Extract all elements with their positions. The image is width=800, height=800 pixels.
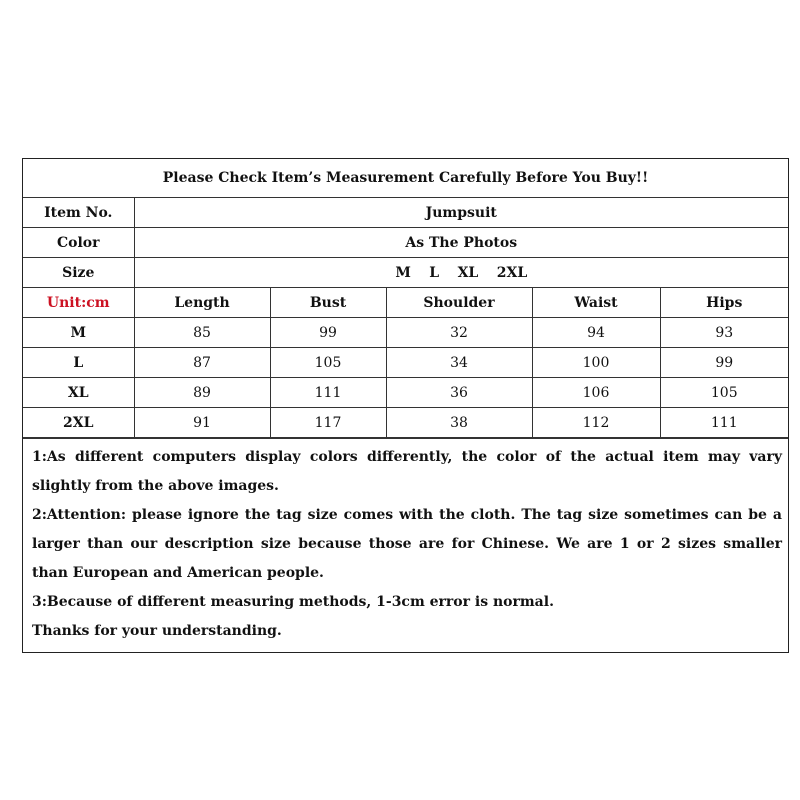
table-row (23, 348, 788, 378)
note-colors: 1:As different computers display colors differently, the color of the actual item may vary slightly from the above images. (32, 449, 782, 494)
table-cell: 117 (270, 408, 386, 438)
note-tag-size: 2:Attention: please ignore the tag size comes with the cloth. The tag size sometimes can be a larger than our description size because those are for Chinese. We are 1 or 2 sizes smaller than European and American people. (32, 507, 782, 581)
table-cell: 99 (660, 348, 788, 378)
table-cell: 87 (134, 348, 270, 378)
column-header: Hips (660, 288, 788, 318)
table-cell: 36 (386, 378, 532, 408)
unit-label: Unit:cm (23, 288, 134, 318)
table-cell: 85 (134, 318, 270, 348)
column-header: Waist (532, 288, 660, 318)
title-row (23, 159, 788, 198)
row-size: M (23, 318, 134, 348)
size-row (23, 258, 788, 288)
row-size: XL (23, 378, 134, 408)
table-cell: 111 (270, 378, 386, 408)
color-label: Color (23, 228, 134, 258)
column-header: Bust (270, 288, 386, 318)
table-row (23, 318, 788, 348)
size-option: M (395, 264, 411, 281)
table-cell: 32 (386, 318, 532, 348)
item-label: Item No. (23, 198, 134, 228)
table-cell: 105 (270, 348, 386, 378)
size-option: XL (457, 264, 479, 281)
size-label: Size (23, 258, 134, 288)
table-cell: 111 (660, 408, 788, 438)
table-cell: 106 (532, 378, 660, 408)
size-chart (22, 158, 789, 653)
header-row (23, 288, 788, 318)
table-cell: 99 (270, 318, 386, 348)
table-cell: 105 (660, 378, 788, 408)
chart-title: Please Check Item’s Measurement Carefully Before You Buy!! (23, 159, 788, 198)
table-cell: 91 (134, 408, 270, 438)
table-cell: 93 (660, 318, 788, 348)
table-row (23, 408, 788, 438)
table-cell: 100 (532, 348, 660, 378)
table-cell: 112 (532, 408, 660, 438)
item-value: Jumpsuit (134, 198, 788, 228)
color-row (23, 228, 788, 258)
table-cell: 38 (386, 408, 532, 438)
note-thanks: Thanks for your understanding. (32, 623, 282, 639)
table-cell: 94 (532, 318, 660, 348)
column-header: Shoulder (386, 288, 532, 318)
table-cell: 34 (386, 348, 532, 378)
measurement-table (23, 159, 788, 438)
notes-section (23, 438, 788, 652)
table-cell: 89 (134, 378, 270, 408)
note-measuring: 3:Because of different measuring methods, 1-3cm error is normal. (32, 594, 554, 610)
column-header: Length (134, 288, 270, 318)
item-row (23, 198, 788, 228)
color-value: As The Photos (134, 228, 788, 258)
size-option: L (429, 264, 440, 281)
size-option: 2XL (496, 264, 528, 281)
row-size: 2XL (23, 408, 134, 438)
size-values (134, 258, 788, 288)
row-size: L (23, 348, 134, 378)
table-row (23, 378, 788, 408)
